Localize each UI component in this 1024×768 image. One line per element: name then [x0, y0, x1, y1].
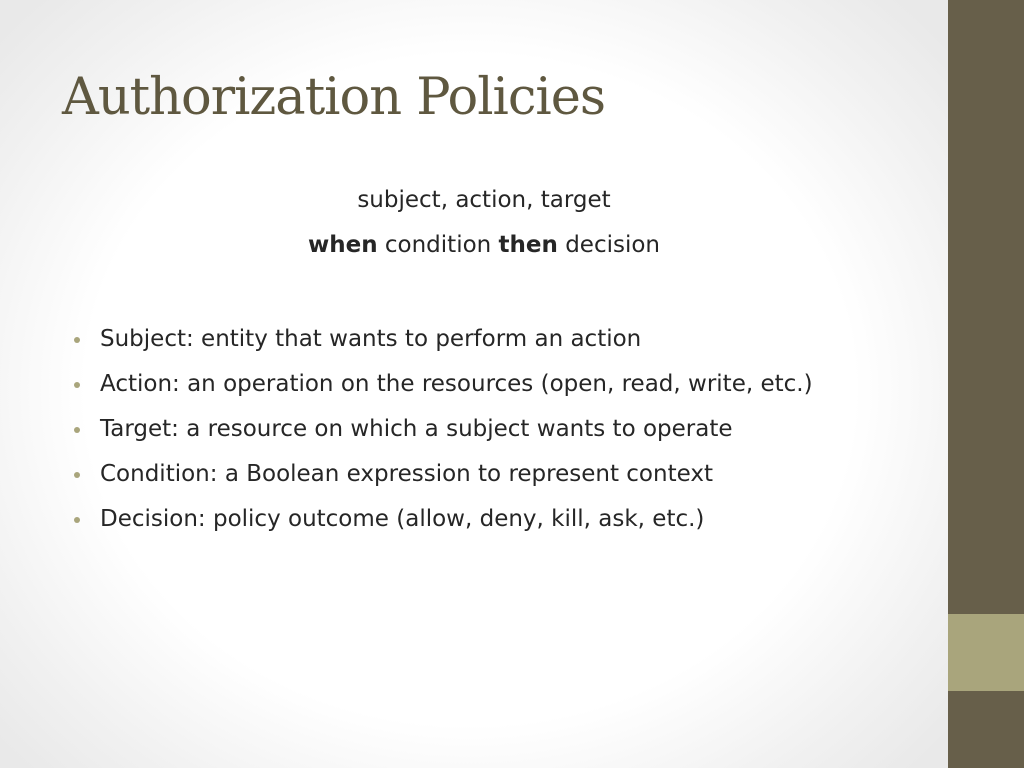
bullet-dot-icon	[74, 472, 80, 478]
bullet-item-condition	[74, 457, 813, 502]
when-keyword: when	[307, 232, 378, 258]
bullet-dot-icon	[74, 427, 80, 433]
bullet-item-action	[74, 367, 813, 412]
bullet-text: Subject: entity that wants to perform an action	[100, 326, 642, 352]
then-keyword: then	[498, 232, 558, 258]
condition-line	[0, 232, 968, 258]
bullet-item-subject	[74, 322, 813, 367]
bullet-text: Condition: a Boolean expression to represent context	[100, 461, 713, 487]
bullet-list	[74, 322, 813, 547]
decision-text: decision	[565, 232, 661, 258]
bullet-text: Target: a resource on which a subject wants to operate	[100, 416, 733, 442]
bullet-dot-icon	[74, 382, 80, 388]
bullet-text: Action: an operation on the resources (open, read, write, etc.)	[100, 371, 813, 397]
sidebar-accent-block	[948, 614, 1024, 691]
bullet-item-decision	[74, 502, 813, 547]
condition-text: condition	[384, 232, 492, 258]
bullet-dot-icon	[74, 337, 80, 343]
rule-line: subject, action, target	[357, 187, 611, 213]
slide-title: Authorization Policies	[62, 68, 606, 127]
bullet-dot-icon	[74, 517, 80, 523]
bullet-item-target	[74, 412, 813, 457]
sidebar-band	[948, 0, 1024, 768]
bullet-text: Decision: policy outcome (allow, deny, kill, ask, etc.)	[100, 506, 705, 532]
